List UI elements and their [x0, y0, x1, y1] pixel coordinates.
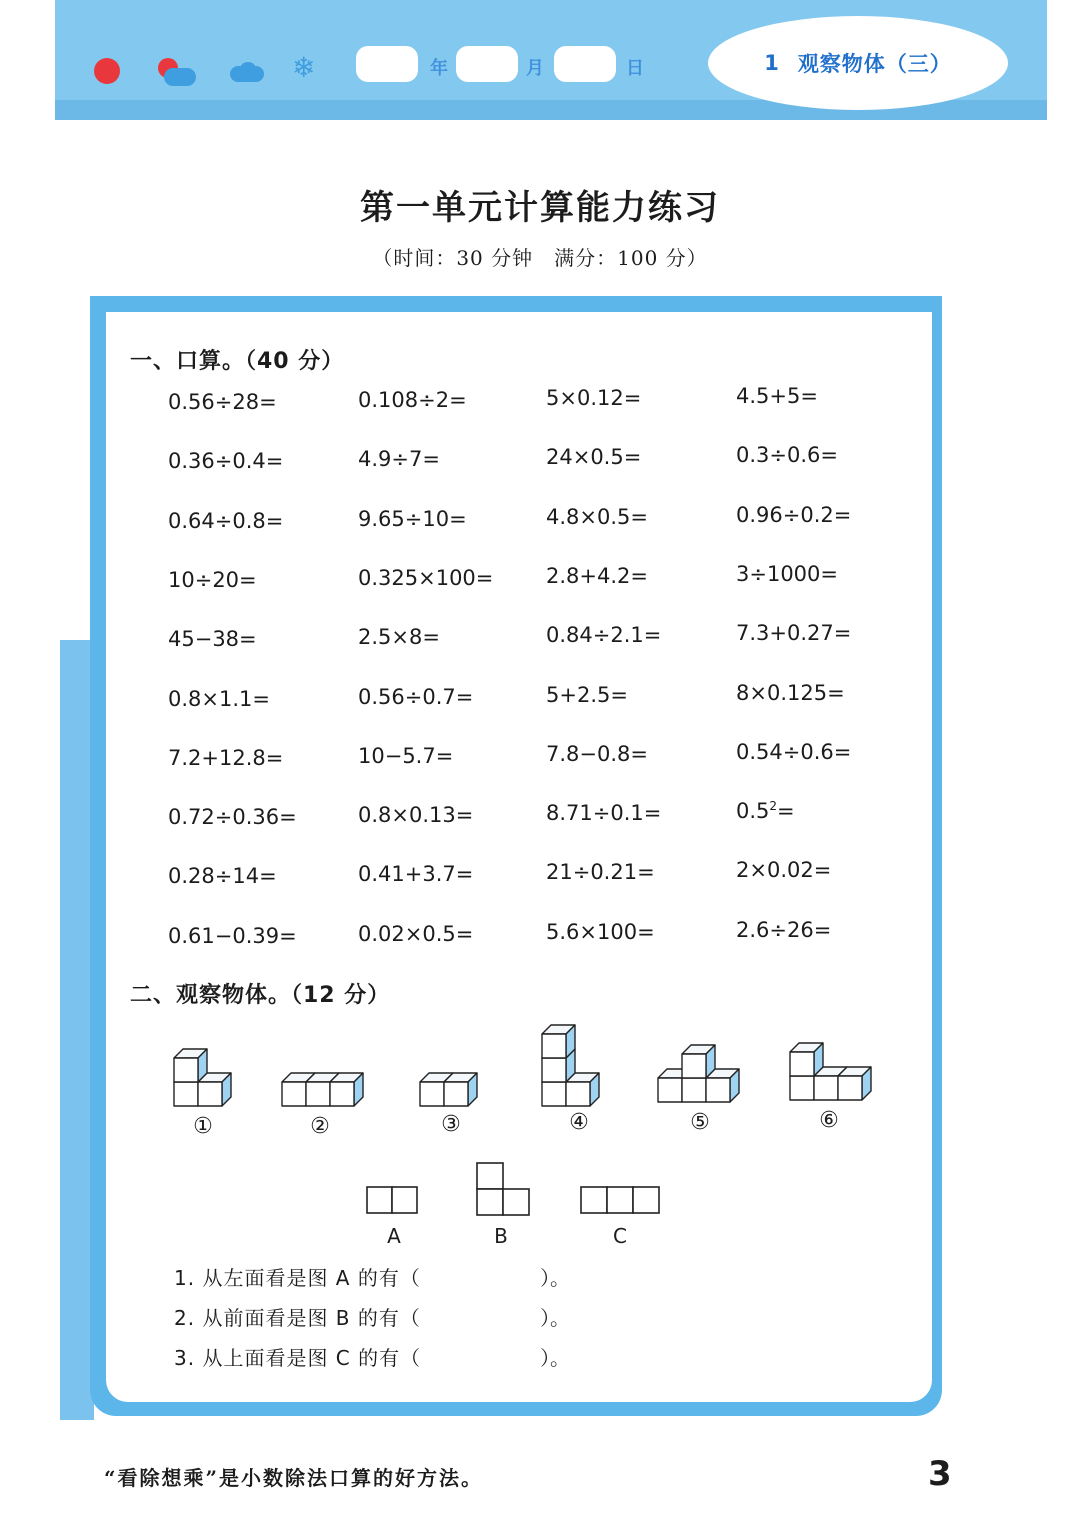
problem-r7-c2: 10−5.7=	[358, 744, 454, 768]
sunny-icon[interactable]	[94, 58, 120, 84]
question-1-close: ）。	[540, 1266, 570, 1290]
problem-r9-c4: 2×0.02=	[736, 858, 832, 882]
cube-figure-5	[654, 1036, 754, 1106]
figure-label-3: ③	[441, 1112, 461, 1137]
frame-accent	[60, 640, 94, 1420]
question-2-close: ）。	[540, 1306, 570, 1330]
problem-r1-c3: 5×0.12=	[546, 386, 642, 410]
problem-r10-c3: 5.6×100=	[546, 920, 655, 944]
footer-tip: “看除想乘”是小数除法口算的好方法。	[104, 1466, 484, 1490]
section1-title: 一、口算。（40 分）	[130, 349, 345, 374]
month-label: 月	[526, 58, 544, 79]
problem-r5-c3: 0.84÷2.1=	[546, 623, 662, 647]
snow-icon[interactable]: ❄	[292, 51, 316, 84]
question-1: 1. 从左面看是图 A 的有（	[174, 1266, 421, 1290]
cube-figure-4	[538, 1028, 618, 1108]
problem-r2-c3: 24×0.5=	[546, 445, 642, 469]
month-field[interactable]	[456, 46, 518, 82]
problem-r2-c4: 0.3÷0.6=	[736, 443, 838, 467]
problem-r9-c2: 0.41+3.7=	[358, 862, 474, 886]
cube-figure-1	[170, 1040, 250, 1110]
question-2: 2. 从前面看是图 B 的有（	[174, 1306, 421, 1330]
problem-r5-c1: 45−38=	[168, 627, 257, 651]
cube-figure-6	[786, 1034, 886, 1104]
problem-r1-c4: 4.5+5=	[736, 384, 818, 408]
problem-r8-c1: 0.72÷0.36=	[168, 805, 297, 829]
day-field[interactable]	[554, 46, 616, 82]
problem-r4-c2: 0.325×100=	[358, 566, 494, 590]
page-subtitle: （时间：30 分钟 满分：100 分）	[372, 246, 708, 270]
problem-r8-c3: 8.71÷0.1=	[546, 801, 662, 825]
section2-title: 二、观察物体。（12 分）	[130, 983, 391, 1008]
figure-label-5: ⑤	[690, 1110, 710, 1135]
problem-r4-c1: 10÷20=	[168, 568, 257, 592]
question-3: 3. 从上面看是图 C 的有（	[174, 1346, 422, 1370]
cube-figure-3	[416, 1054, 496, 1110]
view-label-a: A	[387, 1224, 401, 1248]
problem-r3-c2: 9.65÷10=	[358, 507, 467, 531]
view-label-b: B	[494, 1224, 508, 1248]
partly-cloudy-icon[interactable]	[156, 56, 196, 88]
problem-r3-c4: 0.96÷0.2=	[736, 503, 852, 527]
problem-r8-c4: $0.5^2=$	[736, 799, 795, 823]
problem-r9-c3: 21÷0.21=	[546, 860, 655, 884]
problem-r6-c3: 5+2.5=	[546, 683, 628, 707]
year-label: 年	[430, 58, 448, 79]
problem-r4-c4: 3÷1000=	[736, 562, 838, 586]
figure-label-1: ①	[193, 1114, 213, 1139]
figure-label-2: ②	[310, 1114, 330, 1139]
problem-r3-c3: 4.8×0.5=	[546, 505, 648, 529]
problem-r2-c2: 4.9÷7=	[358, 447, 440, 471]
problem-r9-c1: 0.28÷14=	[168, 864, 277, 888]
problem-r5-c4: 7.3+0.27=	[736, 621, 852, 645]
problem-r5-c2: 2.5×8=	[358, 625, 440, 649]
problem-r1-c1: 0.56÷28=	[168, 390, 277, 414]
page-title: 第一单元计算能力练习	[360, 188, 720, 228]
figure-label-6: ⑥	[819, 1108, 839, 1133]
problem-r7-c4: 0.54÷0.6=	[736, 740, 852, 764]
cube-figure-2	[278, 1054, 378, 1110]
day-label: 日	[626, 58, 644, 79]
view-b-diagram	[476, 1162, 532, 1218]
chapter-title: 观察物体（三）	[797, 52, 952, 76]
view-a-diagram	[366, 1186, 420, 1216]
page-number: 3	[928, 1454, 952, 1494]
problem-r10-c1: 0.61−0.39=	[168, 924, 297, 948]
cloudy-icon[interactable]	[230, 62, 264, 84]
problem-r10-c2: 0.02×0.5=	[358, 922, 474, 946]
problem-r10-c4: 2.6÷26=	[736, 918, 832, 942]
problem-r6-c4: 8×0.125=	[736, 681, 845, 705]
problem-r1-c2: 0.108÷2=	[358, 388, 467, 412]
view-label-c: C	[613, 1224, 627, 1248]
problem-r6-c1: 0.8×1.1=	[168, 687, 270, 711]
question-3-close: ）。	[540, 1346, 570, 1370]
problem-r2-c1: 0.36÷0.4=	[168, 449, 284, 473]
problem-r7-c3: 7.8−0.8=	[546, 742, 648, 766]
problem-r4-c3: 2.8+4.2=	[546, 564, 648, 588]
problem-r8-c2: 0.8×0.13=	[358, 803, 474, 827]
chapter-badge	[708, 16, 1008, 110]
problem-r3-c1: 0.64÷0.8=	[168, 509, 284, 533]
problem-r7-c1: 7.2+12.8=	[168, 746, 284, 770]
view-c-diagram	[580, 1186, 662, 1216]
chapter-number: 1	[764, 51, 780, 75]
figure-label-4: ④	[569, 1110, 589, 1135]
year-field[interactable]	[356, 46, 418, 82]
problem-r6-c2: 0.56÷0.7=	[358, 685, 474, 709]
